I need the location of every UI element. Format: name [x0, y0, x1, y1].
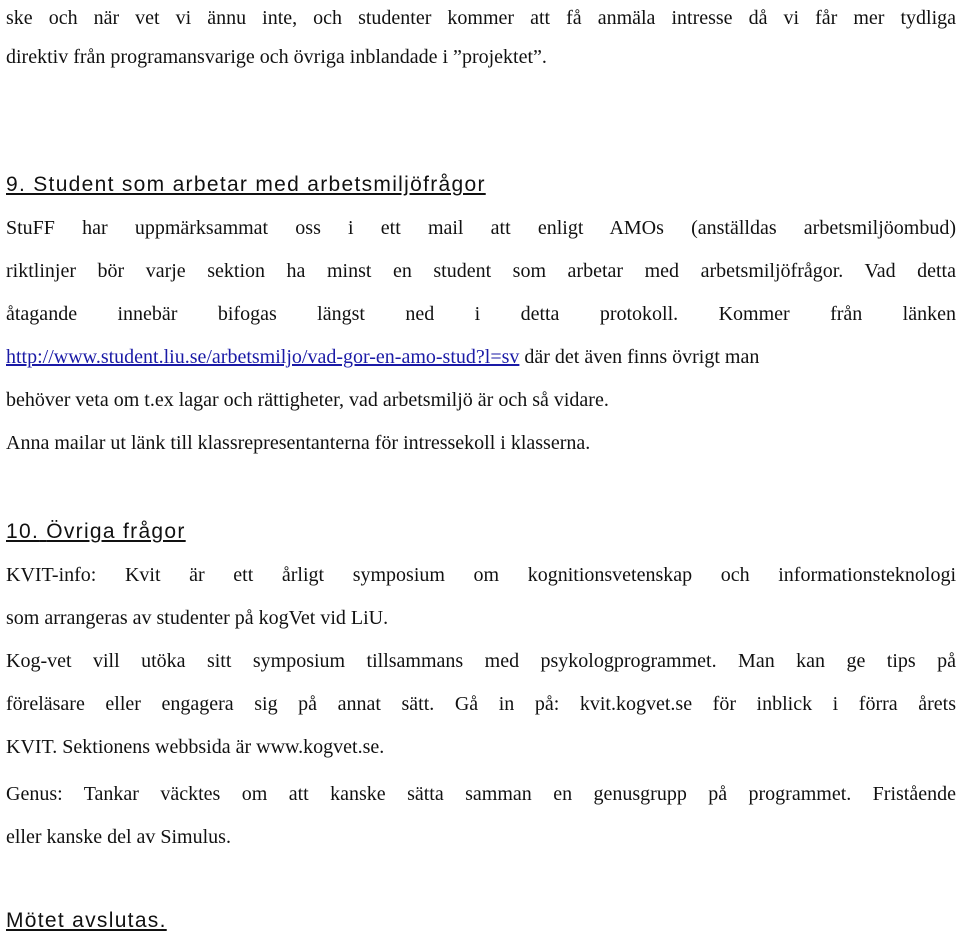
section-9-line-3: åtagande innebär bifogas längst ned i detta protokoll. Kommer från länken: [6, 303, 956, 325]
section-10-line-7: eller kanske del av Simulus.: [6, 826, 231, 848]
section-10-title: Övriga frågor: [46, 520, 186, 543]
section-9-line-4-rest: där det även finns övrigt man: [519, 346, 760, 368]
section-10-line-2: som arrangeras av studenter på kogVet vid LiU.: [6, 607, 389, 629]
section-10-line-5: KVIT. Sektionens webbsida är www.kogvet.se.: [6, 736, 385, 758]
intro-line-2: direktiv från programansvarige och övriga inblandade i ”projektet”.: [6, 46, 547, 68]
amo-link[interactable]: http://www.student.liu.se/arbetsmiljo/vad-gor-en-amo-stud?l=sv: [6, 346, 520, 368]
closing-heading: Mötet avslutas.: [6, 909, 167, 932]
section-9-heading: 9. Student som arbetar med arbetsmiljöfrågor: [6, 173, 486, 196]
section-9-line-6: Anna mailar ut länk till klassrepresentanterna för intressekoll i klasserna.: [6, 432, 591, 454]
section-10-line-1: KVIT-info: Kvit är ett årligt symposium om kognitionsvetenskap och informationsteknologi: [6, 564, 956, 586]
section-10-heading: [6, 518, 186, 546]
section-10-line-4: föreläsare eller engagera sig på annat sätt. Gå in på: kvit.kogvet.se för inblick i förra årets: [6, 693, 956, 715]
section-9-line-1: StuFF har uppmärksammat oss i ett mail att enligt AMOs (anställdas arbetsmiljöombud): [6, 217, 956, 239]
section-10-number: 10.: [6, 520, 40, 543]
intro-line-1: ske och när vet vi ännu inte, och studenter kommer att få anmäla intresse då vi får mer tydliga: [6, 7, 956, 29]
section-9-line-2: riktlinjer bör varje sektion ha minst en student som arbetar med arbetsmiljöfrågor. Vad detta: [6, 260, 956, 282]
section-10-line-6: Genus: Tankar väcktes om att kanske sätta samman en genusgrupp på programmet. Fristående: [6, 783, 956, 805]
section-9-line-5: behöver veta om t.ex lagar och rättigheter, vad arbetsmiljö är och så vidare.: [6, 389, 609, 411]
section-9-line-4: [6, 343, 956, 371]
section-10-line-3: Kog-vet vill utöka sitt symposium tillsammans med psykologprogrammet. Man kan ge tips på: [6, 650, 956, 672]
